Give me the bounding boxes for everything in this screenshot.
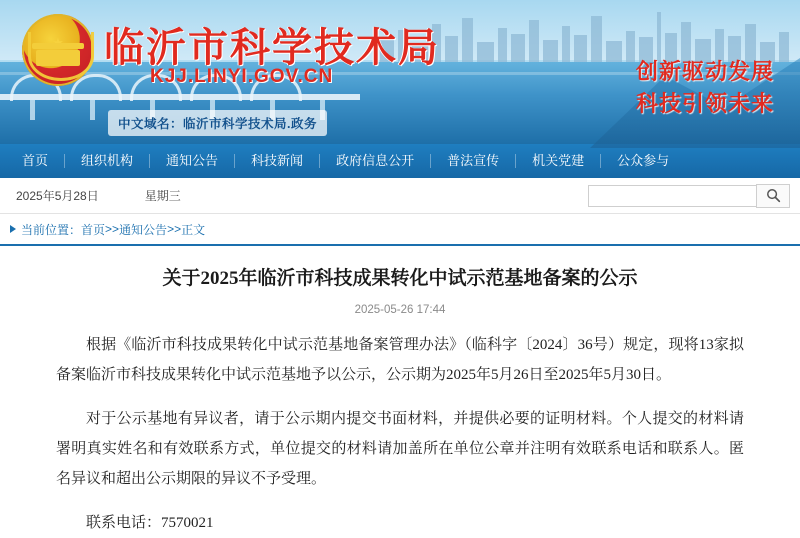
current-weekday: 星期三 (144, 189, 181, 203)
nav-item-news[interactable]: 科技新闻 (251, 153, 304, 168)
breadcrumb-item-home[interactable]: 首页 (81, 222, 106, 237)
article-paragraph: 对于公示基地有异议者，请于公示期内提交书面材料，并提供必要的证明材料。个人提交的材料请署明真实姓名和有效联系方式，单位提交的材料请加盖所在单位公章并注明有效联系电话和联系人。匿名异议和超出公示期限的异议不予受理。 (56, 411, 744, 487)
breadcrumb-separator: >> (167, 222, 182, 236)
article-paragraph: 根据《临沂市科技成果转化中试示范基地备案管理办法》（临科字〔2024〕36号）规定，现将13家拟备案临沂市科技成果转化中试示范基地予以公示，公示期为2025年5月26日至2025年5月30日。 (56, 337, 744, 383)
chinese-domain-label: 中文域名：临沂市科学技术局.政务 (108, 110, 327, 136)
nav-item-notices[interactable]: 通知公告 (166, 153, 219, 168)
breadcrumb-item-current: 正文 (181, 222, 206, 237)
article-container (0, 246, 800, 538)
article-title: 关于2025年临沂市科技成果转化中试示范基地备案的公示 (162, 268, 638, 289)
national-emblem-icon (22, 14, 94, 86)
article-paragraph: 联系电话：7570021 (86, 515, 214, 531)
site-domain: KJJ.LINYI.GOV.CN (150, 66, 334, 87)
main-navigation (0, 144, 800, 178)
current-date: 2025年5月28日 (16, 189, 99, 203)
search-input[interactable] (588, 185, 756, 207)
nav-item-home[interactable]: 首页 (22, 153, 49, 168)
site-title: 临沂市科学技术局 (104, 25, 440, 70)
article-timestamp: 2025-05-26 17:44 (354, 304, 446, 316)
slogan-line-1: 创新驱动发展 (635, 59, 774, 84)
site-banner (0, 0, 800, 144)
breadcrumb-item-notices[interactable]: 通知公告 (119, 222, 168, 237)
nav-item-law-publicity[interactable]: 普法宣传 (447, 153, 500, 168)
breadcrumb-prefix: 当前位置： (21, 222, 82, 237)
search-button[interactable] (756, 184, 790, 208)
nav-item-public-participation[interactable]: 公众参与 (617, 153, 670, 168)
search-area (588, 184, 790, 208)
breadcrumb (0, 214, 800, 246)
breadcrumb-separator: >> (105, 222, 120, 236)
nav-item-party-building[interactable]: 机关党建 (532, 153, 585, 168)
article-body (56, 330, 744, 538)
search-icon (766, 188, 781, 203)
slogan-line-2: 科技引领未来 (635, 91, 774, 116)
nav-item-government-disclosure[interactable]: 政府信息公开 (336, 153, 415, 168)
site-slogan (636, 56, 774, 120)
breadcrumb-marker-icon (10, 225, 16, 233)
nav-item-organization[interactable]: 组织机构 (81, 153, 134, 168)
date-search-bar (0, 178, 800, 214)
